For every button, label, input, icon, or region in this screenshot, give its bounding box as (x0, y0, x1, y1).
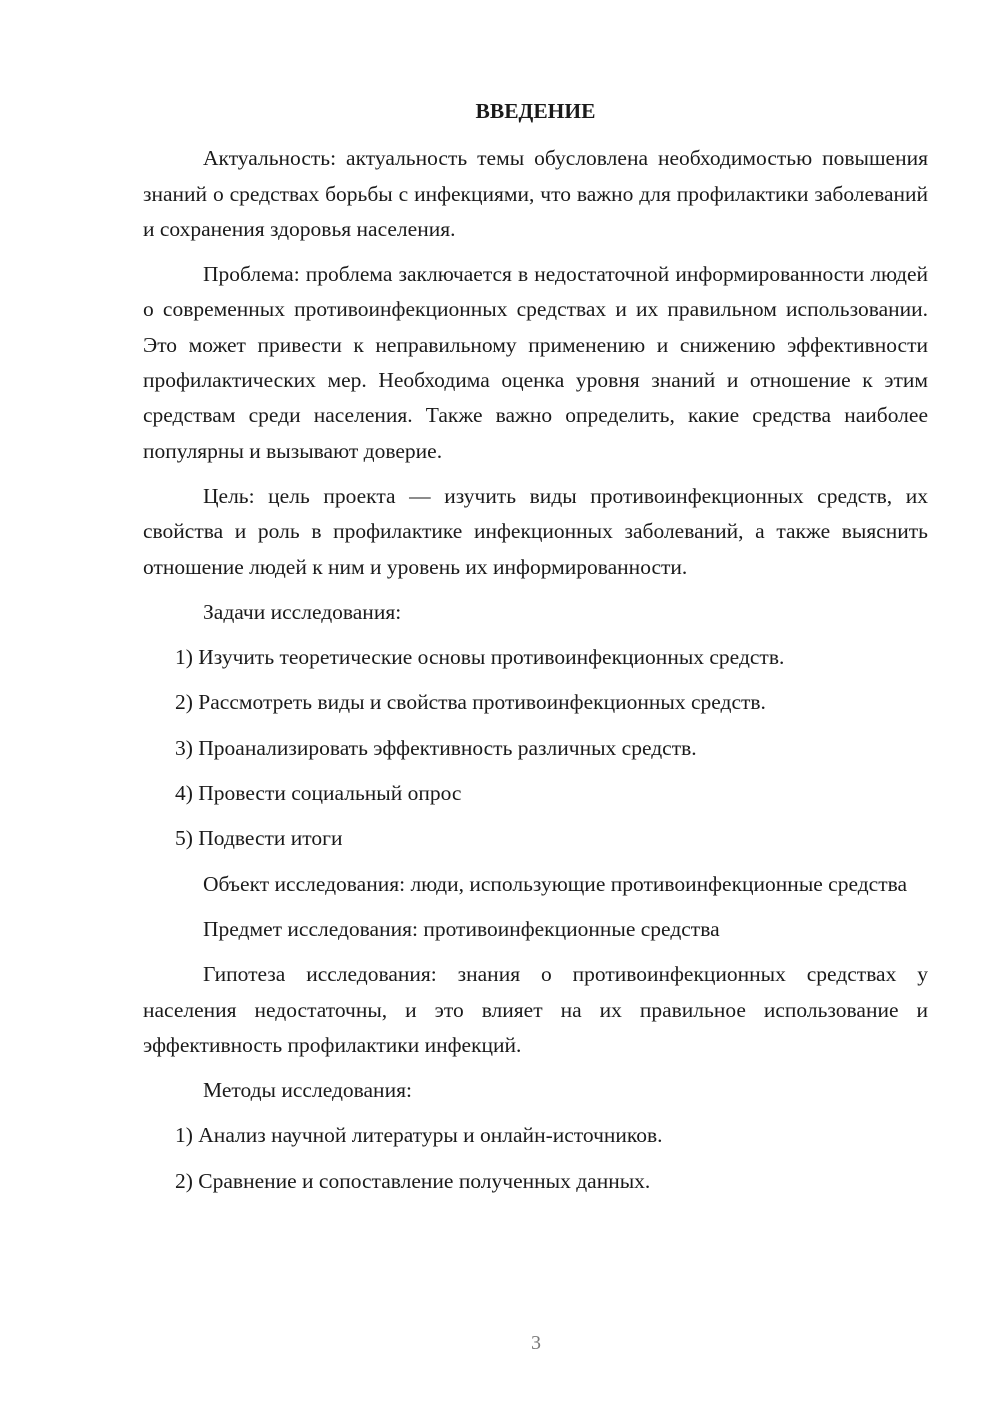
list-item: 5) Подвести итоги (175, 826, 343, 851)
page-number: 3 (531, 1332, 541, 1354)
object-paragraph: Объект исследования: люди, использующие противоинфекционные средства (203, 871, 908, 896)
methods-list (143, 1118, 928, 1199)
list-item: 1) Анализ научной литературы и онлайн-источников. (175, 1123, 663, 1148)
list-item: 4) Провести социальный опрос (175, 781, 462, 806)
list-item: 1) Изучить теоретические основы противоинфекционных средств. (175, 645, 785, 670)
problem-paragraph: Проблема: проблема заключается в недостаточной информированности людей о современных противоинфекционных средствах и их правильном использовании. Это может привести к неправильному применению и снижению эффективности профилактических мер. Необходима оценка уровня знаний и отношение к этим средствам среди населения. Также важно определить, какие средства наиболее популярны и вызывают доверие. (143, 262, 928, 463)
tasks-heading: Задачи исследования: (203, 599, 402, 624)
list-item: 2) Сравнение и сопоставление полученных данных. (175, 1168, 651, 1193)
relevance-paragraph: Актуальность: актуальность темы обусловлена необходимостью повышения знаний о средствах борьбы с инфекциями, что важно для профилактики заболеваний и сохранения здоровья населения. (143, 146, 928, 241)
methods-heading: Методы исследования: (203, 1078, 412, 1103)
goal-paragraph: Цель: цель проекта — изучить виды противоинфекционных средств, их свойства и роль в профилактике инфекционных заболеваний, а также выяснить отношение людей к ним и уровень их информированности. (143, 483, 928, 579)
hypothesis-paragraph: Гипотеза исследования: знания о противоинфекционных средствах у населения недостаточны, и это влияет на их правильное использование и эффективность профилактики инфекций. (143, 962, 928, 1057)
section-title: ВВЕДЕНИЕ (475, 99, 596, 123)
list-item: 2) Рассмотреть виды и свойства противоинфекционных средств. (175, 690, 766, 715)
subject-paragraph: Предмет исследования: противоинфекционные средства (203, 916, 720, 941)
document-page (143, 94, 928, 1209)
list-item: 3) Проанализировать эффективность различных средств. (175, 735, 697, 760)
tasks-list (143, 640, 928, 856)
